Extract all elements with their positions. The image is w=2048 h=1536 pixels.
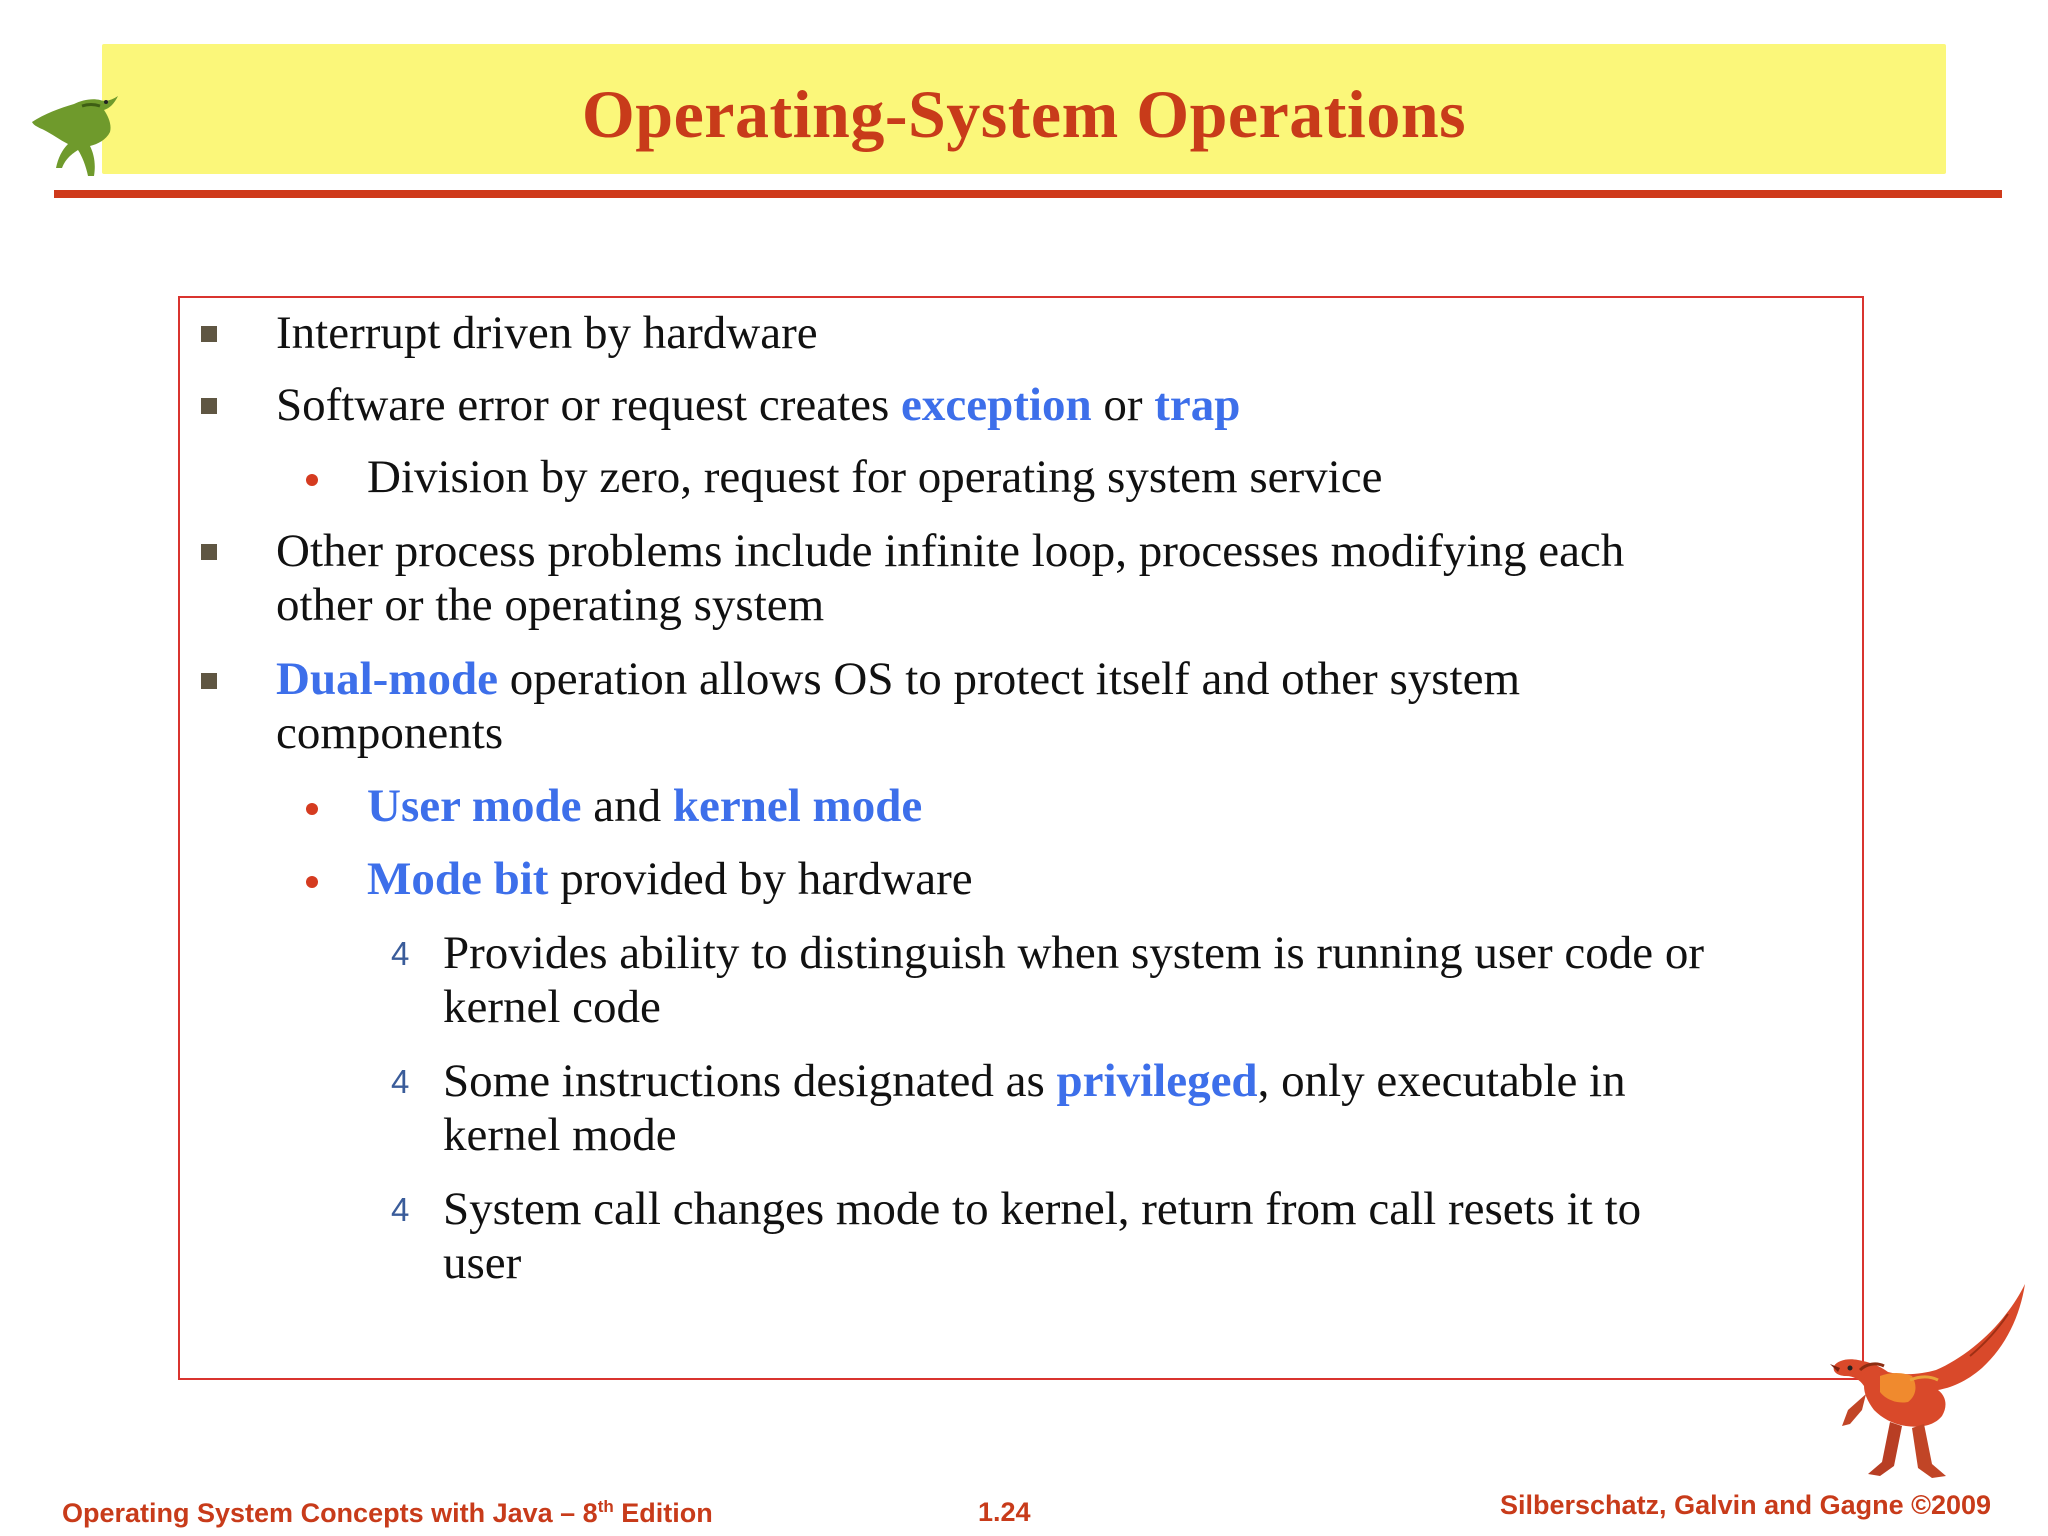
term-dual-mode: Dual-mode xyxy=(276,653,498,705)
bullet-text: and xyxy=(581,780,673,832)
dot-bullet-icon xyxy=(306,876,318,888)
bullet-other-problems-line1: Other process problems include infinite loop, processes modifying each xyxy=(276,525,1625,577)
square-bullet-icon xyxy=(201,398,217,414)
bullet-interrupt: Interrupt driven by hardware xyxy=(276,307,818,359)
title-rule xyxy=(54,190,2002,198)
sub-bullet-division-by-zero: Division by zero, request for operating system service xyxy=(367,451,1383,503)
subsub-privileged-line2: kernel mode xyxy=(443,1109,677,1161)
subsub-system-call-line1: System call changes mode to kernel, return from call resets it to xyxy=(443,1183,1642,1235)
term-kernel-mode: kernel mode xyxy=(672,780,923,832)
bullet-text: Software error or request creates xyxy=(276,379,902,431)
bullet-text: Some instructions designated as xyxy=(443,1055,1057,1107)
footer-authors: Silberschatz, Galvin and Gagne ©2009 xyxy=(1500,1490,1992,1520)
sub-bullet-marker: 4 xyxy=(391,935,410,972)
bullet-software-error xyxy=(276,378,1240,432)
dot-bullet-icon xyxy=(306,803,318,815)
sub-bullet-marker: 4 xyxy=(391,1063,410,1100)
subsub-provides-ability-line1: Provides ability to distinguish when system is running user code or xyxy=(443,927,1705,979)
slide-title: Operating-System Operations xyxy=(581,76,1467,152)
footer-page-number: 1.24 xyxy=(978,1497,1031,1527)
footer-text: Edition xyxy=(613,1498,713,1528)
bullet-text: provided by hardware xyxy=(548,853,973,905)
bullet-text: , only executable in xyxy=(1257,1055,1626,1107)
bullet-text: or xyxy=(1091,379,1155,431)
square-bullet-icon xyxy=(201,544,217,560)
term-exception: exception xyxy=(901,379,1092,431)
subsub-provides-ability-line2: kernel code xyxy=(443,981,661,1033)
dinosaur-logo-icon xyxy=(22,84,142,184)
footer-text: Operating System Concepts with Java – 8 xyxy=(62,1498,598,1528)
footer-superscript: th xyxy=(597,1497,614,1516)
term-trap: trap xyxy=(1154,379,1241,431)
dot-bullet-icon xyxy=(306,474,318,486)
bullet-dual-mode-line2: components xyxy=(276,707,504,759)
term-privileged: privileged xyxy=(1056,1055,1258,1107)
square-bullet-icon xyxy=(201,673,217,689)
bullet-text: operation allows OS to protect itself and other system xyxy=(497,653,1520,705)
term-user-mode: User mode xyxy=(367,780,582,832)
footer-book-title xyxy=(62,1497,713,1529)
bullet-other-problems-line2: other or the operating system xyxy=(276,579,825,631)
sub-bullet-user-kernel-mode xyxy=(367,779,922,833)
sub-bullet-marker: 4 xyxy=(391,1191,410,1228)
term-mode-bit: Mode bit xyxy=(367,853,549,905)
dinosaur-logo-icon xyxy=(1820,1276,2040,1526)
sub-bullet-mode-bit xyxy=(367,852,973,906)
square-bullet-icon xyxy=(201,326,217,342)
subsub-system-call-line2: user xyxy=(443,1237,522,1289)
bullet-dual-mode-line1 xyxy=(276,652,1520,706)
subsub-privileged-line1 xyxy=(443,1054,1626,1108)
